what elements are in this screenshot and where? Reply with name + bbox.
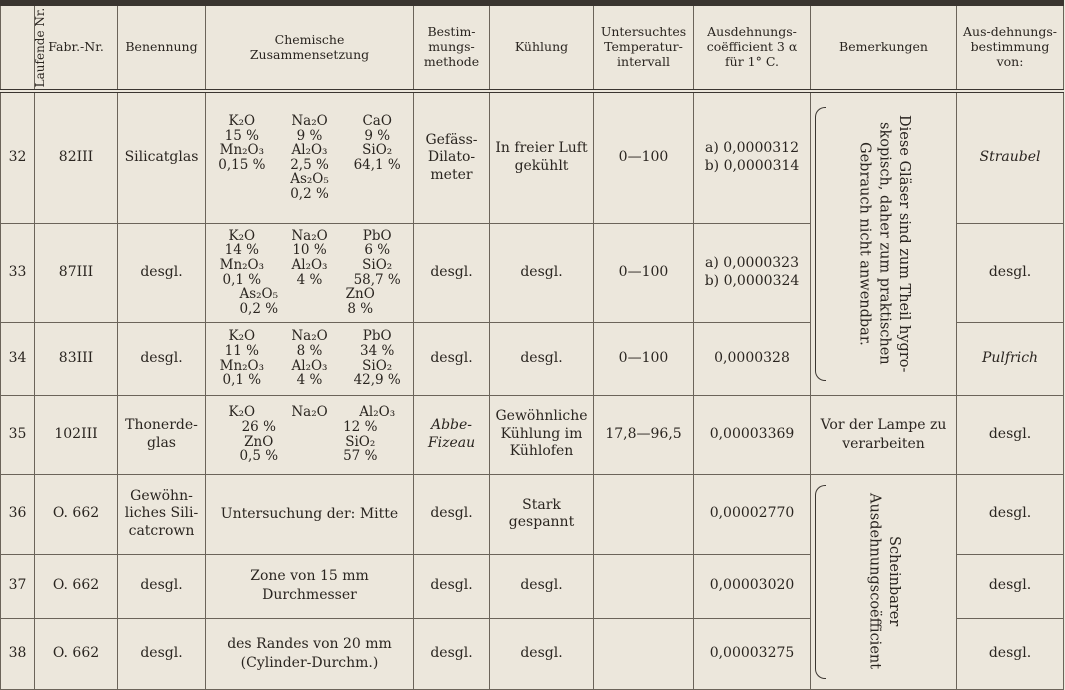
composition-item: 9 % (364, 127, 391, 144)
temperatur-intervall: 0—100 (594, 322, 694, 395)
composition-item: Na₂O (291, 328, 328, 345)
note-scheinbarer-coefficient (811, 474, 957, 689)
header-row (1, 3, 1064, 91)
chemical-composition (206, 91, 414, 223)
composition-item: 0,1 % (222, 271, 262, 288)
ausdehnungs-coefficient: 0,00002770 (694, 474, 811, 554)
composition-item: K₂O (228, 328, 256, 345)
chemical-composition (206, 395, 414, 474)
fabr-number: 83III (35, 322, 118, 395)
benennung: Thonerde-glas (118, 395, 206, 474)
temperatur-intervall: 0—100 (594, 223, 694, 322)
composition-item: Mn₂O₃ (219, 357, 265, 374)
composition-item: 9 % (296, 127, 323, 144)
composition-item: Na₂O (291, 227, 328, 244)
temperatur-intervall (594, 554, 694, 618)
header-laufende-nr: Laufende Nr. (1, 3, 35, 91)
table-row (1, 91, 1064, 223)
chemical-composition: Untersuchung der: Mitte (206, 474, 414, 554)
composition-line (208, 420, 411, 435)
benennung: Gewöhn-liches Sili-catcrown (118, 474, 206, 554)
fabr-number: 82III (35, 91, 118, 223)
note-brace (815, 485, 826, 679)
fabr-number: O. 662 (35, 554, 118, 618)
composition-item: K₂O (228, 113, 256, 130)
bestimmung-von: desgl. (957, 554, 1064, 618)
composition-line (208, 359, 411, 374)
header-intervall: Untersuchtes Temperatur-intervall (594, 3, 694, 91)
composition-item: 11 % (224, 342, 259, 359)
chemical-composition: des Randes von 20 mm (Cylinder-Durchm.) (206, 618, 414, 689)
composition-line (208, 273, 411, 288)
temperatur-intervall: 0—100 (594, 91, 694, 223)
kuehlung: desgl. (490, 554, 594, 618)
bestimmungsmethode: desgl. (414, 474, 490, 554)
composition-item: 42,9 % (353, 372, 401, 389)
bestimmung-von: Straubel (957, 91, 1064, 223)
bestimmung-von: desgl. (957, 474, 1064, 554)
composition-item: 34 % (360, 342, 395, 359)
composition-item: As₂O₅ (239, 286, 279, 303)
bestimmung-von: desgl. (957, 618, 1064, 689)
benennung: desgl. (118, 554, 206, 618)
composition-item: 0,2 % (290, 185, 329, 202)
composition-line (208, 449, 411, 464)
header-bestimmung: Bestim-mungs-methode (414, 3, 490, 91)
bestimmung-von: desgl. (957, 223, 1064, 322)
benennung: desgl. (118, 322, 206, 395)
bestimmungsmethode: Abbe-Fizeau (414, 395, 490, 474)
temperatur-intervall: 17,8—96,5 (594, 395, 694, 474)
benennung: desgl. (118, 223, 206, 322)
composition-line (208, 143, 411, 158)
composition-item: As₂O₅ (290, 171, 329, 188)
composition-item: K₂O (228, 227, 256, 244)
fabr-number: 87III (35, 223, 118, 322)
composition-line (208, 258, 411, 273)
kuehlung: Stark gespannt (490, 474, 594, 554)
bestimmungsmethode: Gefäss-Dilato-meter (414, 91, 490, 223)
row-number: 35 (1, 395, 35, 474)
ausdehnungs-coefficient: a) 0,0000312 b) 0,0000314 (694, 91, 811, 223)
header-kuehlung: Kühlung (490, 3, 594, 91)
composition-item: SiO₂ (345, 433, 376, 450)
bestimmungsmethode: desgl. (414, 554, 490, 618)
composition-line (208, 373, 411, 388)
kuehlung: desgl. (490, 322, 594, 395)
composition-line (208, 187, 411, 202)
note-text: Diese Gläser sind zum Theil hygro-skopisch, daher zum praktischen Gebrauch nicht anwendbar. (856, 115, 912, 373)
bestimmung-von: Pulfrich (957, 322, 1064, 395)
composition-item: PbO (362, 227, 392, 244)
composition-item: CaO (362, 113, 392, 130)
composition-item: 26 % (241, 418, 276, 435)
composition-item: 8 % (296, 342, 323, 359)
fabr-number: O. 662 (35, 618, 118, 689)
benennung: desgl. (118, 618, 206, 689)
note-text: Scheinbarer Ausdehnungscoëfficient (866, 493, 903, 670)
header-fabr-nr: Fabr.-Nr. (35, 3, 118, 91)
composition-item: 6 % (364, 242, 391, 259)
row-number: 33 (1, 223, 35, 322)
kuehlung: Gewöhnliche Kühlung im Kühlofen (490, 395, 594, 474)
composition-item: 64,1 % (353, 156, 401, 173)
composition-line (208, 344, 411, 359)
composition-item: ZnO (244, 433, 274, 450)
composition-item: K₂O (228, 404, 256, 421)
kuehlung: In freier Luft gekühlt (490, 91, 594, 223)
composition-line (208, 435, 411, 450)
ausdehnungs-coefficient: 0,00003020 (694, 554, 811, 618)
ausdehnungs-coefficient: a) 0,0000323 b) 0,0000324 (694, 223, 811, 322)
table-row (1, 395, 1064, 474)
table-row (1, 474, 1064, 554)
composition-item: 58,7 % (353, 271, 401, 288)
ausdehnungs-coefficient: 0,00003369 (694, 395, 811, 474)
composition-item: 2,5 % (290, 156, 329, 173)
kuehlung: desgl. (490, 618, 594, 689)
composition-item: Al₂O₃ (359, 404, 396, 421)
header-benennung: Benennung (118, 3, 206, 91)
row-number: 38 (1, 618, 35, 689)
composition-item: Mn₂O₃ (219, 142, 265, 159)
benennung: Silicatglas (118, 91, 206, 223)
composition-item: Al₂O₃ (291, 256, 328, 273)
row-number: 37 (1, 554, 35, 618)
header-chem: Chemische Zusammensetzung (206, 3, 414, 91)
composition-item: 10 % (292, 242, 327, 259)
composition-item: ZnO (345, 286, 375, 303)
composition-item: SiO₂ (362, 357, 393, 374)
composition-item: Na₂O (291, 404, 328, 421)
composition-item: Na₂O (291, 113, 328, 130)
composition-item: SiO₂ (362, 256, 393, 273)
chemical-composition: Zone von 15 mm Durchmesser (206, 554, 414, 618)
composition-item: 4 % (296, 271, 323, 288)
note-brace (815, 107, 826, 381)
row-number: 36 (1, 474, 35, 554)
fabr-number: O. 662 (35, 474, 118, 554)
composition-item: 57 % (343, 448, 378, 465)
composition-line (208, 114, 411, 129)
composition-line (208, 405, 411, 420)
composition-item: Mn₂O₃ (219, 256, 265, 273)
composition-line (208, 229, 411, 244)
bestimmungsmethode: desgl. (414, 223, 490, 322)
composition-line (208, 172, 411, 187)
header-ausd: Aus-dehnungs-bestimmung von: (957, 3, 1064, 91)
composition-item: 0,2 % (239, 300, 279, 317)
composition-line (208, 158, 411, 173)
composition-item: 14 % (224, 242, 259, 259)
ausdehnungs-coefficient: 0,0000328 (694, 322, 811, 395)
composition-item: 0,1 % (222, 372, 262, 389)
composition-line (208, 129, 411, 144)
kuehlung: desgl. (490, 223, 594, 322)
composition-item: 8 % (347, 300, 374, 317)
note-lampe: Vor der Lampe zu verarbeiten (811, 395, 957, 474)
composition-item: 0,5 % (239, 448, 279, 465)
temperatur-intervall (594, 618, 694, 689)
composition-item: 0,15 % (218, 156, 266, 173)
composition-line (208, 329, 411, 344)
composition-item: 15 % (224, 127, 259, 144)
chemical-composition (206, 322, 414, 395)
composition-item: 12 % (343, 418, 378, 435)
composition-line (208, 302, 411, 317)
bestimmung-von: desgl. (957, 395, 1064, 474)
composition-line (208, 287, 411, 302)
row-number: 32 (1, 91, 35, 223)
fabr-number: 102III (35, 395, 118, 474)
composition-item: 4 % (296, 372, 323, 389)
bestimmungsmethode: desgl. (414, 322, 490, 395)
row-number: 34 (1, 322, 35, 395)
bestimmungsmethode: desgl. (414, 618, 490, 689)
composition-item: Al₂O₃ (291, 142, 328, 159)
composition-line (208, 243, 411, 258)
composition-item: Al₂O₃ (291, 357, 328, 374)
composition-item: PbO (362, 328, 392, 345)
ausdehnungs-coefficient: 0,00003275 (694, 618, 811, 689)
note-hygroskopisch (811, 91, 957, 395)
header-bemerkungen: Bemerkungen (811, 3, 957, 91)
header-coeff: Ausdehnungs-coëfficient 3 α für 1° C. (694, 3, 811, 91)
temperatur-intervall (594, 474, 694, 554)
chemical-composition (206, 223, 414, 322)
composition-item: SiO₂ (362, 142, 393, 159)
